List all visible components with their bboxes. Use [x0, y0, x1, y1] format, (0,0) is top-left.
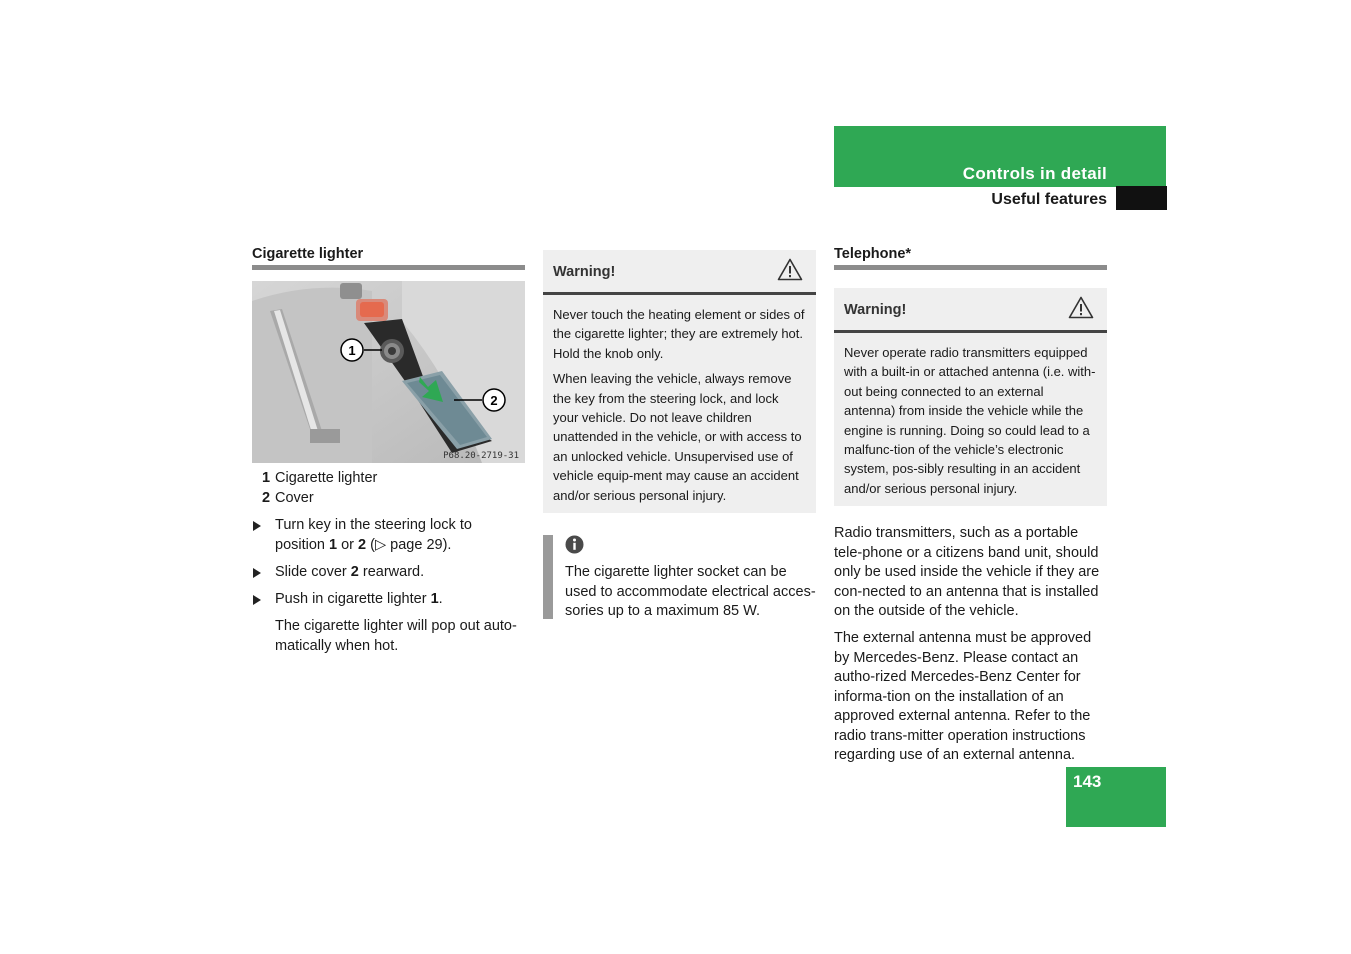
figure-legend	[252, 469, 525, 508]
bullet-arrow-icon	[253, 595, 261, 605]
callout-1-marker	[341, 339, 363, 361]
warning-paragraph: Never touch the heating element or sides of the cigarette lighter; they are extremely hot. Hold the knob only.	[553, 307, 805, 361]
info-note	[543, 535, 816, 621]
legend-label: Cigarette lighter	[275, 470, 378, 486]
section-subtitle: Useful features	[991, 191, 1107, 208]
bullet-arrow-icon	[253, 521, 261, 531]
warning-box	[834, 288, 1107, 506]
warning-triangle-icon	[1068, 296, 1094, 323]
page-number-tab	[1066, 767, 1166, 827]
callout-2-marker	[483, 389, 505, 411]
warning-header	[543, 250, 816, 295]
bullet-arrow-icon	[253, 568, 261, 578]
section-marker-tab	[1116, 186, 1167, 210]
warning-paragraph: When leaving the vehicle, always remove the key from the steering lock, and lock your vehicle. Do not leave children unattended in the vehicle, or with access to an unlocked vehicle. Unsupervised use of vehicle equip-ment may cause an accident and/or serious personal injury.	[553, 371, 802, 503]
warning-title: Warning!	[844, 302, 907, 318]
legend-number: 1	[262, 470, 271, 486]
step-result-note: The cigarette lighter will pop out auto-matically when hot.	[275, 618, 517, 654]
legend-number: 2	[262, 489, 271, 506]
warning-title: Warning!	[553, 264, 616, 280]
body-paragraph: The external antenna must be approved by Mercedes-Benz. Please contact an autho-rized Mercedes-Benz Center for informa-tion on the installation of an approved external antenna. Refer to the radio trans-mitter operation instructions regarding use of an external antenna.	[834, 630, 1092, 764]
instruction-step: Turn key in the steering lock to position 1 or 2 (▷ page 29).	[252, 516, 525, 555]
info-text: The cigarette lighter socket can be used to accommodate electrical acces-sories up to a maximum 85 W.	[565, 564, 816, 619]
warning-header	[834, 288, 1107, 333]
body-paragraph: Radio transmitters, such as a portable tele-phone or a citizens band unit, should only be used inside the vehicle if they are con-nected to an antenna that is installed on the outside of the vehicle.	[834, 525, 1100, 620]
warning-body	[543, 295, 816, 513]
page-reference-link[interactable]: (▷ page 29).	[366, 536, 452, 553]
warning-body	[834, 333, 1107, 506]
legend-item	[252, 469, 525, 489]
instruction-step: Push in cigarette lighter 1.	[252, 590, 525, 610]
svg-text:2: 2	[490, 393, 498, 408]
figure-code: P68.20-2719-31	[443, 451, 519, 461]
warning-paragraph: Never operate radio transmitters equipped with a built-in or attached antenna (i.e. with-out being connected to an external antenna) from inside the vehicle while the engine is running. Doing so could lead to a malfunc-tion of the vehicle’s electronic system, pos-sibly resulting in an accident and/or serious personal injury.	[844, 345, 1096, 496]
instruction-steps	[252, 516, 525, 609]
telephone-heading: Telephone*	[834, 244, 1107, 270]
warning-box	[543, 250, 816, 513]
cigarette-lighter-column	[252, 244, 525, 656]
page-number: 143	[1073, 772, 1102, 791]
info-icon	[565, 535, 816, 560]
telephone-column	[834, 244, 1107, 766]
svg-text:1: 1	[348, 343, 356, 358]
cigarette-lighter-photo	[252, 281, 525, 463]
warning-triangle-icon	[777, 258, 803, 285]
cigarette-lighter-heading: Cigarette lighter	[252, 244, 525, 270]
legend-label: Cover	[275, 489, 314, 506]
info-side-bar	[543, 535, 553, 619]
chapter-title: Controls in detail	[962, 164, 1107, 183]
chapter-header-band	[834, 126, 1166, 187]
instruction-step: Slide cover 2 rearward.	[252, 563, 525, 583]
legend-item	[252, 489, 525, 509]
warning-info-column	[543, 250, 816, 621]
